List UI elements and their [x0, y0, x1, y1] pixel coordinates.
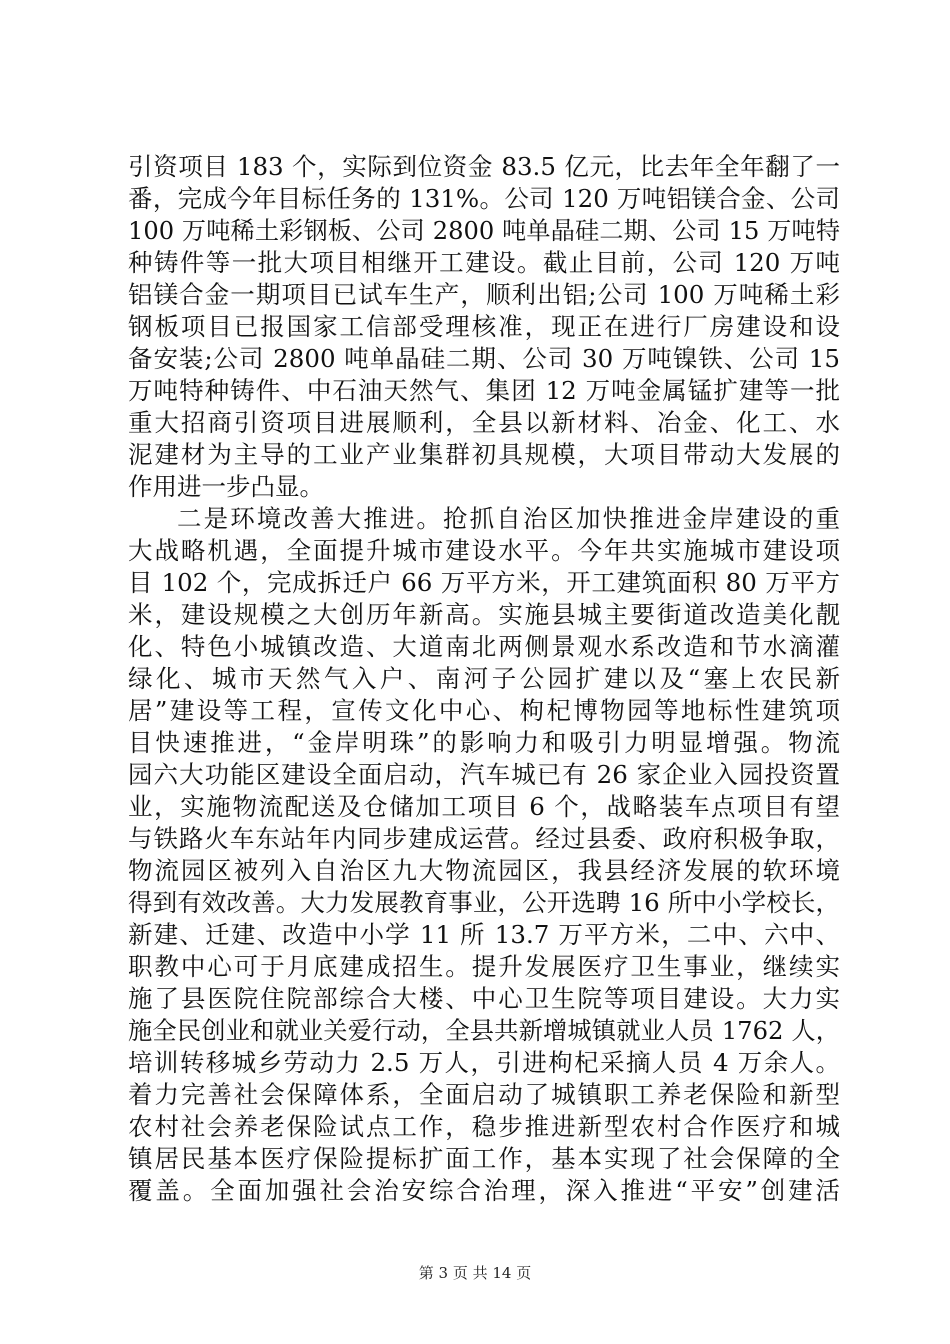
text-line: 农村社会养老保险试点工作，稳步推进新型农村合作医疗和城 [128, 1112, 840, 1141]
text-line: 目快速推进，“金岸明珠”的影响力和吸引力明显增强。物流 [128, 728, 840, 757]
page-number-footer: 第 3 页 共 14 页 [418, 1264, 532, 1282]
text-line: 化、特色小城镇改造、大道南北两侧景观水系改造和节水滴灌 [128, 632, 840, 661]
body-text [128, 151, 840, 1207]
text-line: 备安装;公司 2800 吨单晶硅二期、公司 30 万吨镍铁、公司 15 [128, 344, 840, 373]
text-line: 二是环境改善大推进。抢抓自治区加快推进金岸建设的重 [177, 504, 840, 533]
text-line: 园六大功能区建设全面启动，汽车城已有 26 家企业入园投资置 [128, 760, 840, 789]
text-line: 业，实施物流配送及仓储加工项目 6 个，战略装车点项目有望 [128, 792, 840, 821]
text-line: 职教中心可于月底建成招生。提升发展医疗卫生事业，继续实 [128, 952, 840, 981]
text-line: 100 万吨稀土彩钢板、公司 2800 吨单晶硅二期、公司 15 万吨特 [128, 217, 840, 245]
text-line: 施全民创业和就业关爱行动，全县共新增城镇就业人员 1762 人， [128, 1016, 840, 1045]
text-line: 新建、迁建、改造中小学 11 所 13.7 万平方米，二中、六中、 [128, 920, 840, 949]
text-line: 作用进一步凸显。 [128, 472, 324, 501]
text-line: 施了县医院住院部综合大楼、中心卫生院等项目建设。大力实 [128, 984, 840, 1013]
text-line: 培训转移城乡劳动力 2.5 万人，引进枸杞采摘人员 4 万余人。 [128, 1048, 840, 1077]
text-line: 大战略机遇，全面提升城市建设水平。今年共实施城市建设项 [128, 536, 840, 565]
text-line: 镇居民基本医疗保险提标扩面工作，基本实现了社会保障的全 [128, 1144, 840, 1173]
text-line: 万吨特种铸件、中石油天然气、集团 12 万吨金属锰扩建等一批 [128, 376, 840, 405]
text-line: 着力完善社会保障体系，全面启动了城镇职工养老保险和新型 [128, 1080, 840, 1109]
text-line: 居”建设等工程，宣传文化中心、枸杞博物园等地标性建筑项 [128, 696, 840, 725]
text-line: 泥建材为主导的工业产业集群初具规模，大项目带动大发展的 [128, 440, 840, 469]
text-line: 米，建设规模之大创历年新高。实施县城主要街道改造美化靓 [128, 600, 840, 629]
text-line: 得到有效改善。大力发展教育事业，公开选聘 16 所中小学校长， [128, 888, 840, 917]
text-line: 目 102 个，完成拆迁户 66 万平方米，开工建筑面积 80 万平方 [128, 568, 840, 597]
text-line: 重大招商引资项目进展顺利，全县以新材料、冶金、化工、水 [128, 408, 840, 437]
text-line: 铝镁合金一期项目已试车生产，顺利出铝;公司 100 万吨稀土彩 [128, 280, 840, 309]
text-line: 绿化、城市天然气入户、南河子公园扩建以及“塞上农民新 [128, 664, 840, 693]
text-line: 覆盖。全面加强社会治安综合治理，深入推进“平安”创建活 [128, 1176, 840, 1205]
text-line: 与铁路火车东站年内同步建成运营。经过县委、政府积极争取， [128, 824, 840, 853]
text-line: 引资项目 183 个，实际到位资金 83.5 亿元，比去年全年翻了一 [128, 152, 840, 181]
text-line: 种铸件等一批大项目相继开工建设。截止目前，公司 120 万吨 [128, 248, 840, 277]
text-line: 番，完成今年目标任务的 131%。公司 120 万吨铝镁合金、公司 [128, 184, 840, 213]
text-line: 钢板项目已报国家工信部受理核准，现正在进行厂房建设和设 [128, 312, 840, 341]
text-line: 物流园区被列入自治区九大物流园区，我县经济发展的软环境 [128, 856, 840, 885]
